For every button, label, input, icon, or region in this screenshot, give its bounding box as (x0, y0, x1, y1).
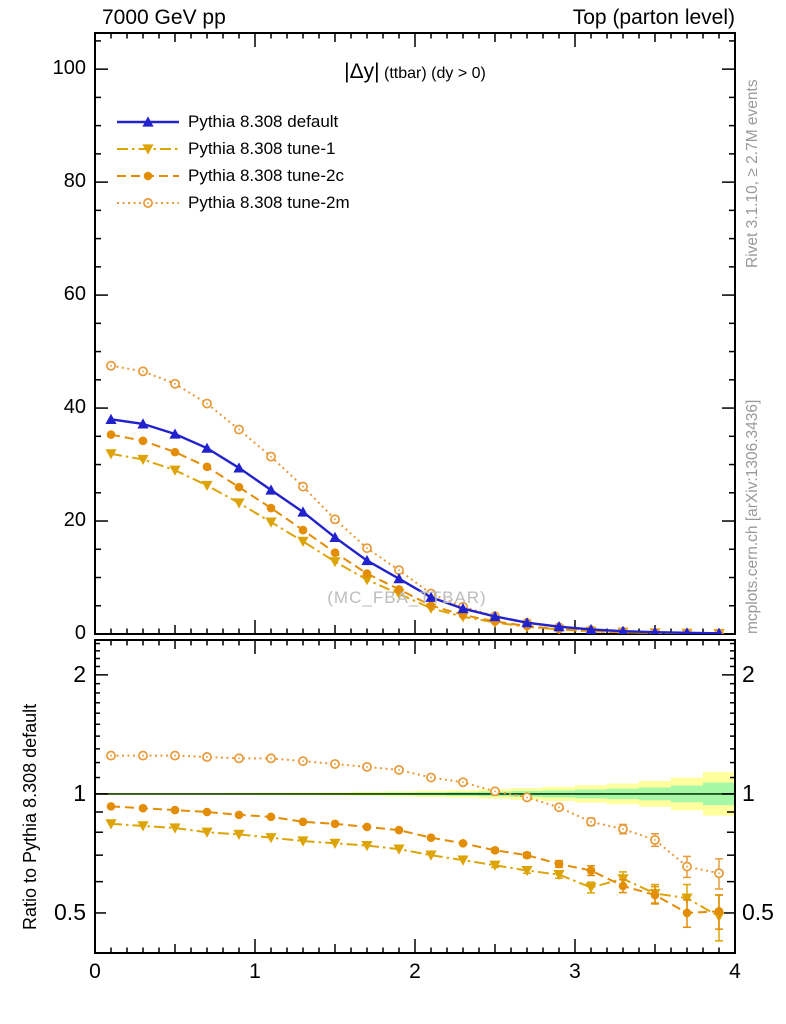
legend-line-sample-default (116, 112, 180, 132)
analysis-watermark: (MC_FBA_TTBAR) (327, 588, 487, 607)
legend-label-tune-2m: Pythia 8.308 tune-2m (188, 192, 350, 212)
legend-line-sample-tune-2m (116, 193, 180, 213)
ratio-y-tick-label-left: 0.5 (54, 898, 86, 925)
ratio-y-tick-label-right: 0.5 (742, 898, 774, 925)
ratio-y-tick-label-right: 1 (742, 779, 755, 806)
legend-label-tune-2c: Pythia 8.308 tune-2c (188, 165, 344, 185)
legend-label-tune-1: Pythia 8.308 tune-1 (188, 138, 336, 158)
ratio-y-tick-label-left: 2 (73, 660, 86, 687)
plot-title-qualifier: (ttbar) (dy > 0) (384, 65, 486, 82)
main-y-tick-label: 0 (74, 622, 86, 644)
legend-item-default (116, 108, 350, 135)
x-tick-label: 0 (89, 960, 101, 983)
mcplots-arxiv-note: mcplots.cern.ch [arXiv:1306.3436] (744, 399, 761, 634)
plot-title (95, 60, 735, 84)
main-y-tick-label: 80 (63, 170, 86, 193)
main-y-tick-label: 60 (63, 283, 86, 306)
ratio-y-tick-label-left: 1 (73, 779, 86, 806)
x-tick-label: 1 (249, 960, 261, 983)
main-y-tick-label: 100 (52, 57, 86, 80)
legend-label-default: Pythia 8.308 default (188, 111, 339, 131)
plot-title-observable: |Δy| (344, 60, 380, 83)
beam-energy-label: 7000 GeV pp (102, 6, 226, 29)
x-tick-label: 3 (569, 960, 581, 983)
analysis-group-label: Top (parton level) (572, 6, 735, 29)
ratio-axis-label: Ratio to Pythia 8.308 default (20, 703, 40, 930)
main-y-tick-label: 40 (63, 396, 86, 419)
legend-item-tune-1 (116, 135, 350, 162)
main-y-tick-label: 20 (63, 509, 86, 532)
legend-line-sample-tune-2c (116, 166, 180, 186)
legend-item-tune-2m (116, 189, 350, 216)
legend-item-tune-2c (116, 162, 350, 189)
legend (116, 108, 350, 216)
rivet-version-note: Rivet 3.1.10, ≥ 2.7M events (744, 79, 761, 268)
x-tick-label: 4 (729, 960, 741, 983)
ratio-series (105, 751, 724, 940)
legend-line-sample-tune-1 (116, 139, 180, 159)
ratio-y-tick-label-right: 2 (742, 660, 755, 687)
x-tick-label: 2 (409, 960, 421, 983)
